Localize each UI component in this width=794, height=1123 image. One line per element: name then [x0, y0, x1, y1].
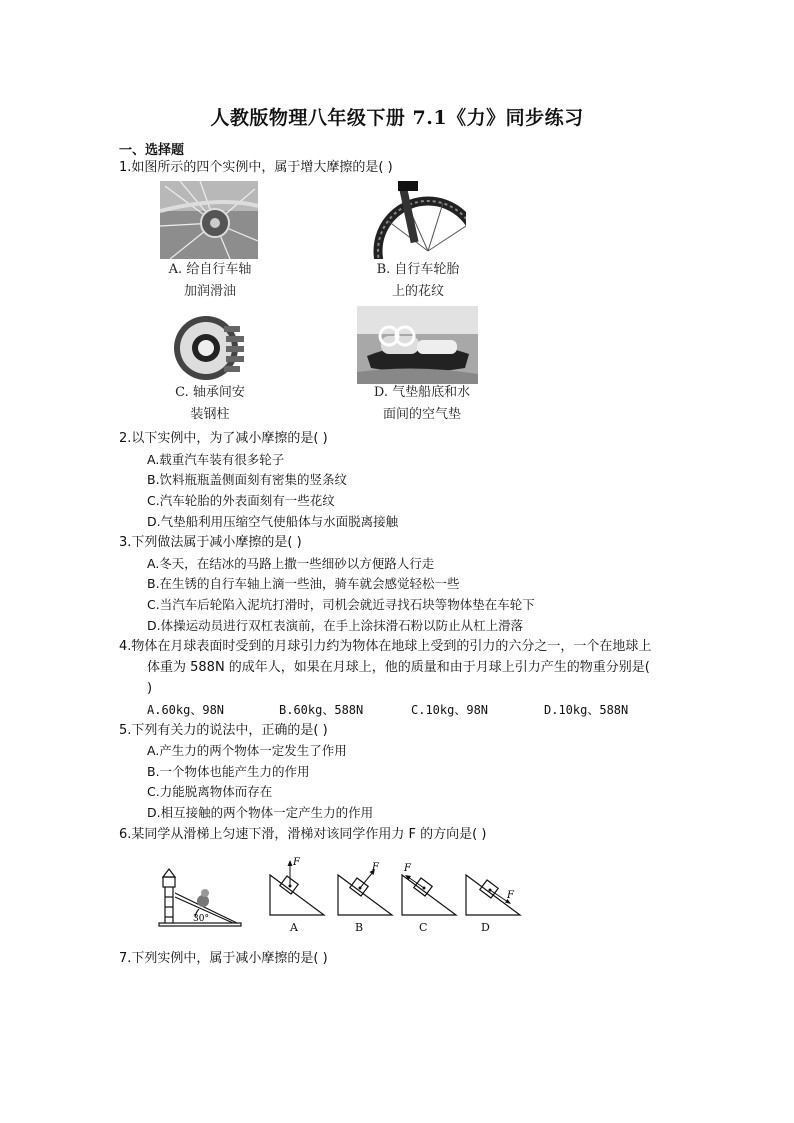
question-7-stem: 7.下列实例中，属于减小摩擦的是( ) — [119, 951, 328, 966]
question-4-line-1: 4.物体在月球表面时受到的月球引力约为物体在地球上受到的引力的六分之一，一个在地球上 — [119, 639, 652, 654]
bicycle-tire-photo — [368, 181, 466, 259]
diagram-label-b: B — [355, 921, 364, 934]
caption-a: A. 给自行车轴 加润滑油 — [168, 262, 252, 299]
diagram-label-d: D — [481, 921, 490, 934]
diagram-label-a: A — [290, 921, 298, 934]
page-title: 人教版物理八年级下册 7.1《力》同步练习 — [210, 107, 584, 129]
caption-b: B. 自行车轮胎 上的花纹 — [376, 262, 460, 299]
question-1-stem: 1.如图所示的四个实例中，属于增大摩擦的是( ) — [119, 160, 393, 175]
question-4-line-3: ) — [147, 681, 153, 696]
question-3-option-d: D.体操运动员进行双杠表演前，在手上涂抹滑石粉以防止从杠上滑落 — [147, 618, 524, 633]
question-3-option-c: C.当汽车后轮陷入泥坑打滑时，司机会就近寻找石块等物体垫在车轮下 — [147, 597, 535, 612]
force-label-d: F — [507, 890, 514, 901]
bearing-photo — [170, 312, 250, 384]
force-diagram-a — [262, 853, 332, 919]
question-5-option-c: C.力能脱离物体而存在 — [147, 784, 273, 799]
question-3-stem: 3.下列做法属于减小摩擦的是( ) — [119, 535, 302, 550]
question-3-option-a: A.冬天，在结冰的马路上撒一些细砂以方便路人行走 — [147, 556, 435, 571]
bicycle-axle-photo — [160, 181, 258, 259]
question-5-option-d: D.相互接触的两个物体一定产生力的作用 — [147, 805, 374, 820]
force-diagram-d — [458, 853, 528, 919]
force-label-b: F — [372, 862, 379, 873]
question-4-option-c: C.10kg、98N — [411, 703, 489, 717]
force-diagram-b — [330, 853, 400, 919]
question-5-option-a: A.产生力的两个物体一定发生了作用 — [147, 743, 347, 758]
section-heading: 一、选择题 — [119, 143, 185, 158]
question-4-line-2: 体重为 588N 的成年人，如果在月球上，他的质量和由于月球上引力产生的物重分别是( — [147, 660, 650, 675]
force-diagram-c — [394, 853, 464, 919]
question-5-option-b: B.一个物体也能产生力的作用 — [147, 764, 310, 779]
caption-d: D. 气垫船底和水 面间的空气垫 — [373, 385, 471, 422]
force-label-a: F — [293, 857, 300, 868]
question-2-option-b: B.饮料瓶瓶盖侧面刻有密集的竖条纹 — [147, 472, 348, 487]
force-label-c: F — [404, 863, 411, 874]
question-3-option-b: B.在生锈的自行车轴上滴一些油，骑车就会感觉轻松一些 — [147, 576, 460, 591]
question-6-stem: 6.某同学从滑梯上匀速下滑，滑梯对该同学作用力 F 的方向是( ) — [119, 827, 487, 842]
question-2-option-d: D.气垫船利用压缩空气使船体与水面脱离接触 — [147, 514, 399, 529]
question-4-option-b: B.60kg、588N — [279, 703, 364, 717]
question-4-options — [147, 701, 628, 718]
question-2-option-a: A.载重汽车装有很多轮子 — [147, 452, 285, 467]
slide-scene-diagram — [155, 865, 245, 927]
question-2-stem: 2.以下实例中，为了减小摩擦的是( ) — [119, 431, 328, 446]
hovercraft-photo — [357, 306, 478, 384]
caption-c: C. 轴承间安 装钢柱 — [175, 385, 245, 422]
question-2-option-c: C.汽车轮胎的外表面刻有一些花纹 — [147, 493, 335, 508]
question-5-stem: 5.下列有关力的说法中，正确的是( ) — [119, 723, 328, 738]
question-4-option-a: A.60kg、98N — [147, 703, 225, 717]
angle-label: 30° — [193, 914, 209, 924]
question-4-option-d: D.10kg、588N — [544, 703, 629, 717]
diagram-label-c: C — [419, 921, 428, 934]
